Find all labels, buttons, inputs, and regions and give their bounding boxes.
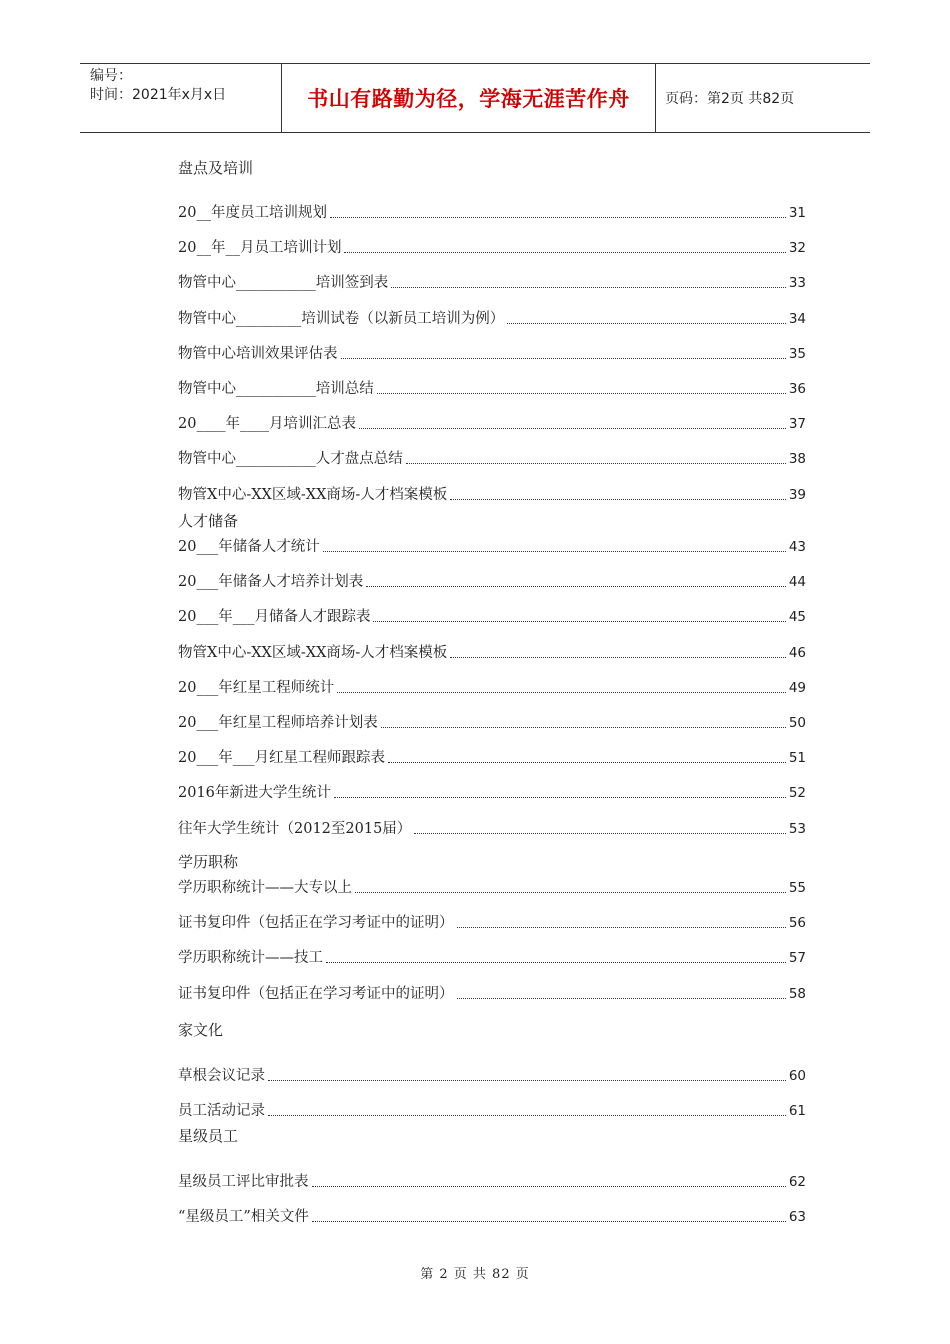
header-number-label: 编号： [90,68,132,84]
toc-entry-page: 32 [788,240,806,257]
toc-entry[interactable] [178,781,806,803]
toc-entry-page: 34 [788,310,806,327]
toc-leader-dots [381,727,786,728]
toc-entry-page: 50 [788,715,806,731]
toc-entry-title: 物管中心_________培训试卷（以新员工培训为例） [178,310,505,327]
toc-entry-page: 33 [788,275,806,292]
toc-leader-dots [457,927,786,928]
toc-entry[interactable] [178,483,806,505]
toc-entry-page: 38 [788,451,806,468]
toc-entry-title: 物管中心培训效果评估表 [178,345,338,362]
toc-entry[interactable] [178,201,806,223]
toc-entry-title: 2016年新进大学生统计 [178,785,331,802]
toc-entry-page: 63 [788,1209,806,1226]
toc-leader-dots [388,762,786,763]
toc-leader-dots [312,1186,786,1187]
toc-entry-title: 物管中心___________人才盘点总结 [178,451,403,468]
toc-entry-title: 往年大学生统计（2012至2015届） [178,820,412,837]
toc-entry-title: 20____年____月培训汇总表 [178,416,356,433]
toc-entry[interactable] [178,570,806,592]
toc-entry-title: 20__年度员工培训规划 [178,205,327,221]
toc-entry-title: 20__年__月员工培训计划 [178,240,342,257]
toc-entry-title: 20___年___月储备人才跟踪表 [178,609,371,626]
toc-entry[interactable] [178,412,806,434]
toc-leader-dots [391,287,786,288]
toc-leader-dots [366,586,786,587]
toc-entry[interactable] [178,817,806,839]
toc-entry-title: 员工活动记录 [178,1103,265,1120]
toc-entry-title: 物管中心___________培训签到表 [178,275,389,292]
toc-section-title: 盘点及培训 [178,159,254,177]
toc-leader-dots [344,252,785,253]
toc-leader-dots [323,551,786,552]
header-motto: 书山有路勤为径，学海无涯苦作舟 [281,64,656,132]
page-header [80,63,870,133]
toc-section-title: 学历职称 [178,853,239,871]
toc-entry[interactable] [178,641,806,663]
toc-entry[interactable] [178,876,806,898]
toc-entry[interactable] [178,271,806,293]
toc-entry[interactable] [178,982,806,1004]
toc-entry-title: 20___年___月红星工程师跟踪表 [178,750,385,767]
toc-entry-title: 物管X中心-XX区域-XX商场-人才档案模板 [178,486,448,503]
toc-entry-page: 49 [788,679,806,696]
toc-entry-page: 31 [788,205,806,221]
header-meta [80,64,280,132]
toc-entry[interactable] [178,377,806,399]
toc-entry[interactable] [178,605,806,627]
toc-leader-dots [337,692,786,693]
toc-entry-title: 物管X中心-XX区域-XX商场-人才档案模板 [178,644,448,661]
toc-leader-dots [268,1115,786,1116]
toc-section-title: 家文化 [178,1021,224,1039]
toc-leader-dots [359,428,786,429]
toc-entry-page: 44 [788,574,806,591]
toc-entry-page: 35 [788,345,806,362]
toc-entry-page: 61 [788,1103,806,1120]
toc-entry-page: 60 [788,1068,806,1084]
toc-leader-dots [341,358,786,359]
toc-entry[interactable] [178,711,806,733]
toc-entry-title: 草根会议记录 [178,1068,265,1084]
toc-entry-title: 20___年储备人才统计 [178,539,320,555]
toc-entry[interactable] [178,746,806,768]
toc-entry[interactable] [178,535,806,557]
toc-entry-title: 证书复印件（包括正在学习考证中的证明） [178,915,454,932]
toc-entry-page: 58 [788,985,806,1002]
toc-entry-title: 学历职称统计——技工 [178,950,323,967]
toc-entry-title: 20___年储备人才培养计划表 [178,574,364,591]
toc-entry-page: 51 [788,750,806,767]
toc-entry-title: 20___年红星工程师培养计划表 [178,715,378,731]
toc-leader-dots [355,892,786,893]
toc-entry[interactable] [178,946,806,968]
toc-entry-page: 53 [788,820,806,837]
toc-entry-title: 证书复印件（包括正在学习考证中的证明） [178,985,454,1002]
toc-entry-title: “星级员工”相关文件 [178,1209,309,1226]
toc-leader-dots [268,1080,786,1081]
toc-entry-page: 56 [788,915,806,932]
toc-entry-page: 39 [788,486,806,503]
toc-entry[interactable] [178,236,806,258]
toc-entry-title: 星级员工评比审批表 [178,1174,309,1190]
toc-leader-dots [414,833,786,834]
toc-leader-dots [406,463,786,464]
toc-entry-title: 20___年红星工程师统计 [178,679,335,696]
toc-entry-page: 46 [788,644,806,661]
toc-leader-dots [450,499,786,500]
toc-leader-dots [507,323,786,324]
toc-entry-page: 37 [788,416,806,433]
header-time-label: 时间：2021年x月x日 [90,87,227,103]
toc-section-title: 星级员工 [178,1127,239,1145]
toc-entry[interactable] [178,1064,806,1086]
toc-leader-dots [312,1221,786,1222]
toc-entry-title: 物管中心___________培训总结 [178,381,374,397]
toc-entry-page: 52 [788,785,806,802]
toc-entry-page: 45 [788,609,806,626]
toc-entry-page: 55 [788,880,806,896]
toc-section-title: 人才储备 [178,512,239,530]
toc-entry[interactable] [178,1205,806,1227]
toc-entry-page: 62 [788,1174,806,1190]
toc-leader-dots [330,217,786,218]
toc-leader-dots [450,657,786,658]
toc-entry[interactable] [178,676,806,698]
toc-leader-dots [326,962,786,963]
toc-entry[interactable] [178,911,806,933]
toc-entry-page: 43 [788,539,806,555]
toc-leader-dots [334,797,786,798]
toc-entry-title: 学历职称统计——大专以上 [178,880,352,896]
toc-entry[interactable] [178,447,806,469]
toc-leader-dots [377,393,786,394]
toc-leader-dots [373,621,785,622]
toc-entry-page: 57 [788,950,806,967]
toc-entry-page: 36 [788,381,806,397]
toc-entry[interactable] [178,1099,806,1121]
toc-entry[interactable] [178,342,806,364]
toc-leader-dots [457,998,786,999]
page-footer: 第 2 页 共 82 页 [420,1267,530,1282]
toc-entry[interactable] [178,1170,806,1192]
toc-entry[interactable] [178,307,806,329]
header-page-info: 页码：第2页 共82页 [665,91,795,107]
